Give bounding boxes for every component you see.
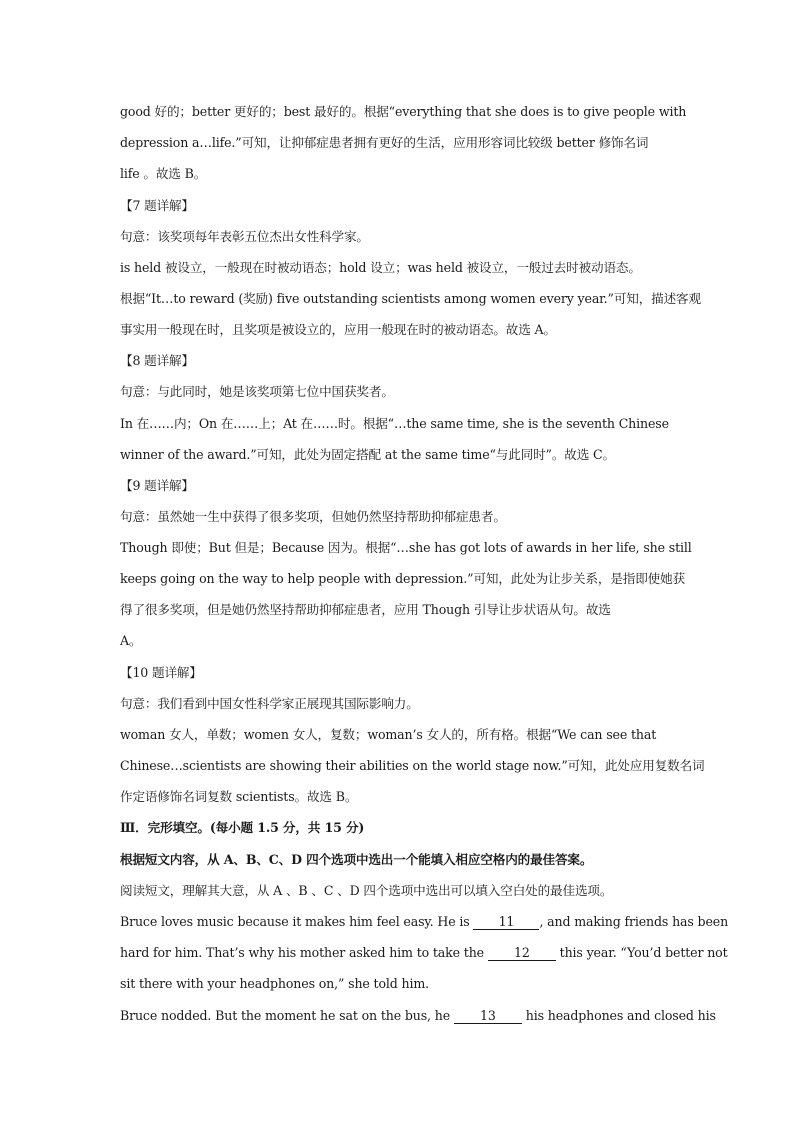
text-line: keeps going on the way to help people with depression.”可知，此处为让步关系，是指即使她获 xyxy=(120,571,686,586)
instruction-line: 根据短文内容，从 A、B、C、D 四个选项中选出一个能填入相应空格内的最佳答案。 xyxy=(120,852,593,867)
blank-12: 12 xyxy=(488,946,556,961)
passage-line xyxy=(120,914,729,930)
text-line: 句意：该奖项每年表彰五位杰出女性科学家。 xyxy=(120,229,369,244)
text-line: Chinese…scientists are showing their abilities on the world stage now.”可知，此处应用复数名词 xyxy=(120,758,705,773)
text-line: good 好的；better 更好的；best 最好的。根据“everything that she does is to give people with xyxy=(120,104,687,119)
passage-text: his headphones and closed his xyxy=(521,1008,716,1023)
text-line: 作定语修饰名词复数 scientists。故选 B。 xyxy=(120,789,358,804)
passage-line xyxy=(120,1008,716,1024)
text-line: A。 xyxy=(120,633,142,648)
passage-line: sit there with your headphones on,” she told him. xyxy=(120,976,430,991)
passage-text: hard for him. That’s why his mother asked him to take the xyxy=(120,945,488,960)
passage-text: this year. “You’d better not xyxy=(555,945,728,960)
blank-13: 13 xyxy=(454,1009,522,1024)
text-line: 根据“It…to reward (奖励) five outstanding scientists among women every year.”可知，描述客观 xyxy=(120,291,701,306)
part-heading: Ⅲ．完形填空。(每小题 1.5 分，共 15 分) xyxy=(120,820,365,835)
passage-line xyxy=(120,945,728,961)
text-line: In 在……内；On 在……上；At 在……时。根据“…the same time, she is the seventh Chinese xyxy=(120,416,669,431)
text-line: 事实用一般现在时，且奖项是被设立的，应用一般现在时的被动语态。故选 A。 xyxy=(120,322,556,337)
passage-text: Bruce loves music because it makes him feel easy. He is xyxy=(120,914,474,929)
section-heading: 【10 题详解】 xyxy=(120,665,202,680)
section-heading: 【9 题详解】 xyxy=(120,478,194,493)
blank-11: 11 xyxy=(473,915,539,930)
passage-text: Bruce nodded. But the moment he sat on the bus, he xyxy=(120,1008,454,1023)
text-line: winner of the award.”可知，此处为固定搭配 at the same time“与此同时”。故选 C。 xyxy=(120,447,615,462)
text-line: is held 被设立，一般现在时被动语态；hold 设立；was held 被设立，一般过去时被动语态。 xyxy=(120,260,641,275)
text-line: 句意：虽然她一生中获得了很多奖项，但她仍然坚持帮助抑郁症患者。 xyxy=(120,509,506,524)
passage-text: , and making friends has been xyxy=(539,914,729,929)
text-line: life 。故选 B。 xyxy=(120,166,207,181)
text-line: 得了很多奖项，但是她仍然坚持帮助抑郁症患者，应用 Though 引导让步状语从句。故选 xyxy=(120,602,611,617)
text-line: depression a…life.”可知，让抑郁症患者拥有更好的生活，应用形容词比较级 better 修饰名词 xyxy=(120,135,649,150)
section-heading: 【8 题详解】 xyxy=(120,353,194,368)
section-heading: 【7 题详解】 xyxy=(120,198,194,213)
text-line: woman 女人，单数；women 女人，复数；woman’s 女人的，所有格。根据“We can see that xyxy=(120,727,657,742)
text-line: 句意：我们看到中国女性科学家正展现其国际影响力。 xyxy=(120,696,419,711)
instruction-line: 阅读短文，理解其大意，从 A 、B 、C 、D 四个选项中选出可以填入空白处的最佳选项。 xyxy=(120,883,613,898)
text-line: 句意：与此同时，她是该奖项第七位中国获奖者。 xyxy=(120,384,394,399)
text-line: Though 即使；But 但是；Because 因为。根据“…she has got lots of awards in her life, she still xyxy=(120,540,692,555)
